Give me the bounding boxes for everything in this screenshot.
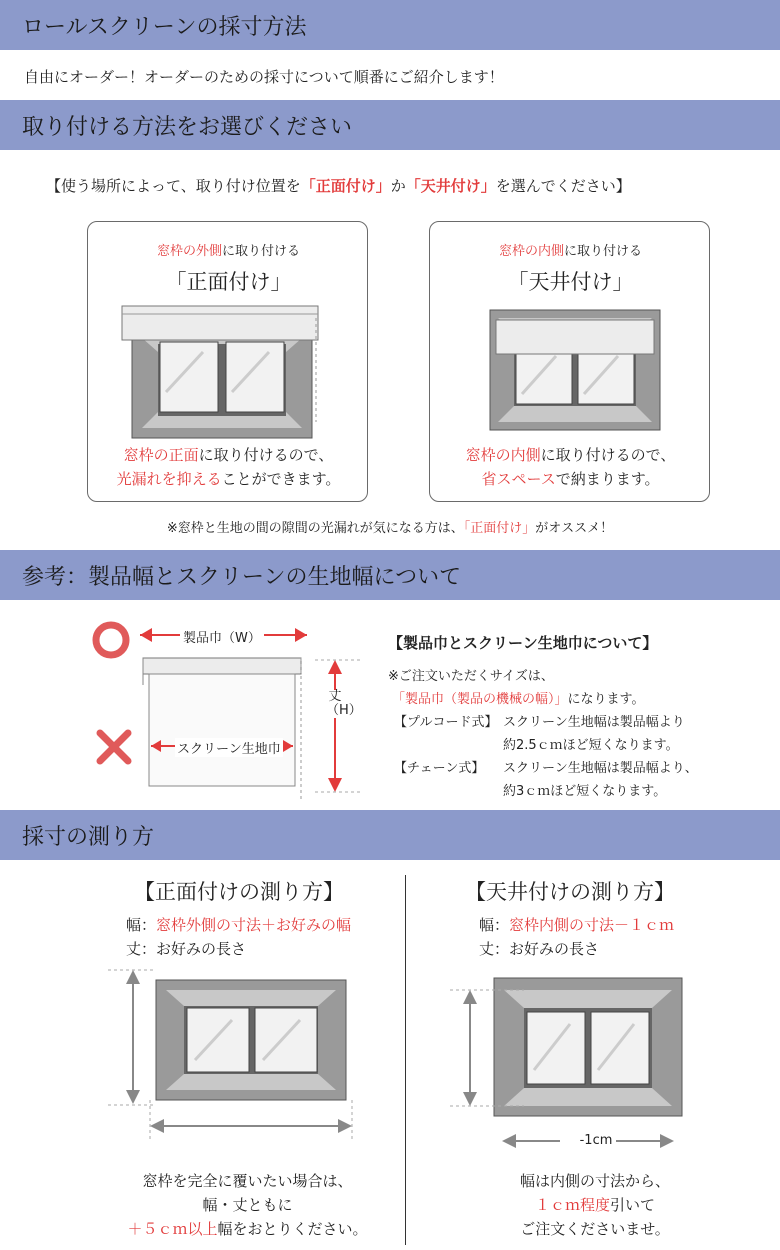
ceiling-desc1-black: に取り付けるので、 bbox=[540, 446, 676, 464]
ceiling-name: 「天井付け」 bbox=[507, 270, 634, 294]
front-width-label: 幅： bbox=[126, 916, 157, 934]
ceiling-caption-black: に取り付ける bbox=[564, 244, 643, 259]
correct-circle-icon bbox=[96, 625, 126, 655]
lead-pre: 【使う場所によって、取り付け位置を bbox=[46, 177, 301, 195]
front-footer3-red: ＋５ｃｍ以上 bbox=[127, 1220, 218, 1238]
front-footer-line2: 幅・丈ともに bbox=[202, 1196, 293, 1214]
ceiling-desc-line1 bbox=[430, 444, 711, 465]
lead-mid: か bbox=[390, 177, 406, 195]
front-desc1-black: に取り付けるので、 bbox=[198, 446, 334, 464]
ceiling-height-value: お好みの長さ bbox=[509, 940, 600, 958]
front-caption-red: 窓枠の外側 bbox=[156, 244, 222, 259]
note-red: 「正面付け」 bbox=[463, 521, 536, 536]
section-title-band bbox=[0, 100, 780, 150]
ceiling-height-label: 丈： bbox=[479, 940, 510, 958]
front-footer-line3 bbox=[90, 1218, 405, 1239]
ceiling-footer2-black: 引いて bbox=[610, 1196, 656, 1214]
chain-line2: 約3ｃｍほど短くなります。 bbox=[503, 784, 667, 799]
chain-label: 【チェーン式】 bbox=[394, 761, 485, 776]
front-desc-line1 bbox=[88, 444, 369, 465]
front-desc2-red: 光漏れを抑える bbox=[116, 470, 222, 488]
ceiling-desc2-black: で納まります。 bbox=[555, 470, 660, 488]
ceiling-desc-line2 bbox=[430, 468, 711, 489]
ceiling-measure-heading: 【天井付けの測り方】 bbox=[465, 880, 675, 904]
recommend-note bbox=[0, 517, 780, 536]
info-line2 bbox=[392, 688, 644, 707]
lead-option-ceiling: 「天井付け」 bbox=[405, 177, 496, 195]
ceiling-mount-card bbox=[429, 221, 710, 502]
product-width-label: 製品巾（W） bbox=[180, 627, 264, 646]
pull-cord-line1: スクリーン生地幅は製品幅より bbox=[503, 715, 685, 730]
front-desc1-red: 窓枠の正面 bbox=[123, 446, 199, 464]
front-height-rule bbox=[126, 938, 246, 959]
info-title: 【製品巾とスクリーン生地巾について】 bbox=[388, 634, 658, 652]
info-line1: ※ご注文いただくサイズは、 bbox=[388, 669, 554, 684]
lead-text bbox=[46, 175, 746, 196]
ceiling-width-label: 幅： bbox=[479, 916, 510, 934]
ceiling-measure-illustration bbox=[410, 960, 780, 1160]
chain-line1: スクリーン生地幅は製品幅より、 bbox=[503, 761, 698, 776]
front-measure-heading: 【正面付けの測り方】 bbox=[134, 880, 344, 904]
note-pre: ※窓枠と生地の間の隙間の光漏れが気になる方は、 bbox=[166, 521, 464, 536]
wrong-cross-icon bbox=[100, 733, 128, 761]
front-measure-illustration bbox=[0, 960, 400, 1160]
ceiling-footer-line3: ご注文くださいませ。 bbox=[520, 1220, 670, 1238]
front-caption-black: に取り付ける bbox=[222, 244, 301, 259]
front-desc2-black: ことができます。 bbox=[221, 470, 341, 488]
front-mount-card bbox=[87, 221, 368, 502]
pull-cord-label: 【プルコード式】 bbox=[394, 715, 498, 730]
lead-option-front: 「正面付け」 bbox=[300, 177, 391, 195]
ceiling-height-rule bbox=[479, 938, 599, 959]
ceiling-desc2-red: 省スペース bbox=[481, 470, 556, 488]
page-title: ロールスクリーンの採寸方法 bbox=[22, 14, 307, 40]
pull-cord-line2: 約2.5ｃｍほど短くなります。 bbox=[503, 738, 679, 753]
ceiling-footer-line2 bbox=[420, 1194, 770, 1215]
ceiling-footer-line1: 幅は内側の寸法から、 bbox=[519, 1172, 670, 1190]
info-line2-red: 「製品巾（製品の機械の幅）」 bbox=[392, 692, 568, 707]
front-desc-line2 bbox=[88, 468, 369, 489]
info-line2-black: になります。 bbox=[567, 692, 645, 707]
section-title: 取り付ける方法をお選びください bbox=[22, 114, 353, 140]
column-divider bbox=[405, 875, 406, 1245]
front-name: 「正面付け」 bbox=[165, 270, 292, 294]
ceiling-dimension-label: -1cm bbox=[579, 1133, 613, 1148]
section-title-band bbox=[0, 810, 780, 860]
front-footer-line1: 窓枠を完全に覆いたい場合は、 bbox=[142, 1172, 353, 1190]
front-height-label: 丈： bbox=[126, 940, 157, 958]
height-label: 丈（H） bbox=[326, 689, 362, 718]
ceiling-width-rule bbox=[479, 914, 674, 935]
section-title: 採寸の測り方 bbox=[22, 824, 155, 850]
lead-post: を選んでください】 bbox=[495, 177, 631, 195]
page-title-band bbox=[0, 0, 780, 50]
screen-width-label: スクリーン生地巾 bbox=[175, 738, 283, 757]
ceiling-caption-red: 窓枠の内側 bbox=[498, 244, 564, 259]
front-footer3-black: 幅をおとりください。 bbox=[217, 1220, 368, 1238]
ceiling-footer2-red: １ｃｍ程度 bbox=[534, 1196, 610, 1214]
front-height-value: お好みの長さ bbox=[156, 940, 247, 958]
intro-text: 自由にオーダー！オーダーのための採寸について順番にご紹介します！ bbox=[24, 68, 504, 86]
ceiling-width-value: 窓枠内側の寸法－１ｃｍ bbox=[509, 916, 675, 934]
ceiling-desc1-red: 窓枠の内側 bbox=[465, 446, 541, 464]
section-title: 参考：製品幅とスクリーンの生地幅について bbox=[22, 564, 462, 590]
front-width-value: 窓枠外側の寸法＋お好みの幅 bbox=[156, 916, 352, 934]
section-title-band bbox=[0, 550, 780, 600]
front-width-rule bbox=[126, 914, 351, 935]
note-post: がオススメ！ bbox=[535, 521, 614, 536]
